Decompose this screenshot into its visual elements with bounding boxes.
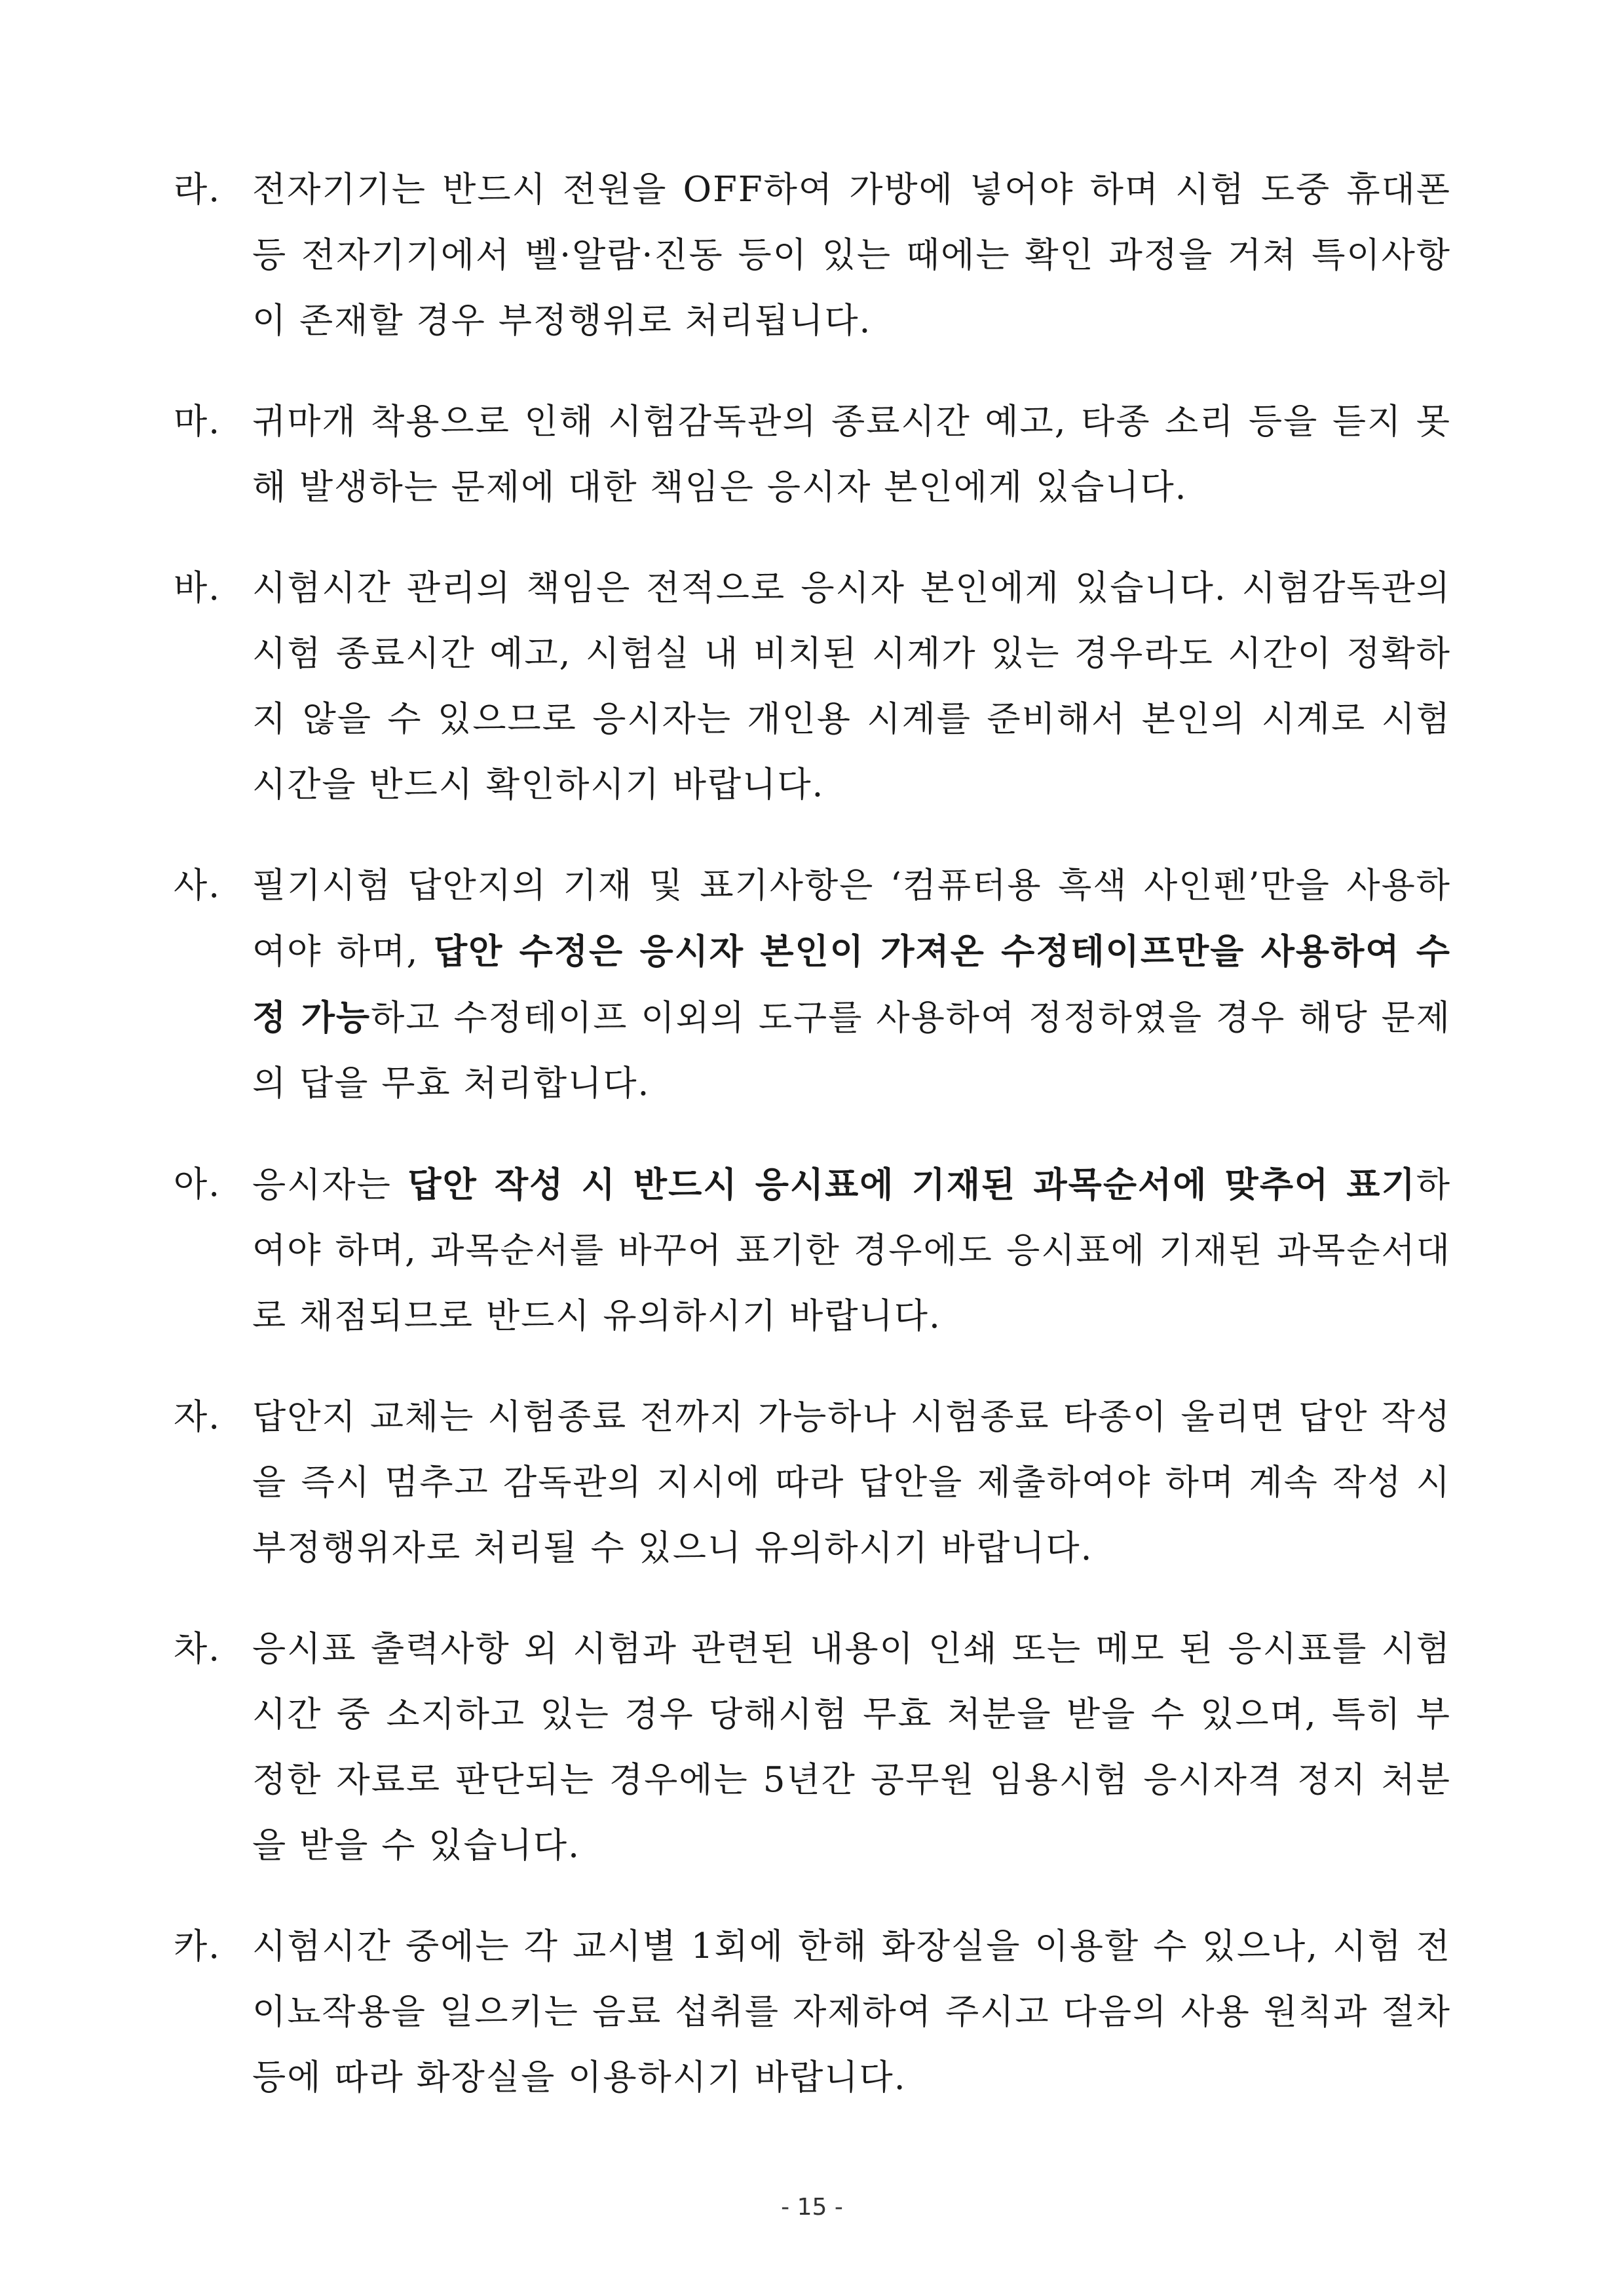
notice-item-cha <box>174 1617 1451 1879</box>
item-marker: 바. <box>174 568 221 608</box>
item-text: 응시표 출력사항 외 시험과 관련된 내용이 인쇄 또는 메모 된 응시표를 시험시간 중 소지하고 있는 경우 당해시험 무효 처분을 받을 수 있으며, 특히 부정한 자료로 판단되는 경우에는 5년간 공무원 임용시험 응시자격 정지 처분을 받을 수 있습니다. <box>252 1629 1451 1866</box>
notice-item-a <box>174 1152 1451 1349</box>
item-marker: 차. <box>174 1629 221 1669</box>
item-text: 귀마개 착용으로 인해 시험감독관의 종료시간 예고, 타종 소리 등을 듣지 못해 발생하는 문제에 대한 책임은 응시자 본인에게 있습니다. <box>252 402 1451 507</box>
notice-item-ba <box>174 556 1451 818</box>
notice-item-sa <box>174 853 1451 1117</box>
item-text: 시험시간 중에는 각 교시별 1회에 한해 화장실을 이용할 수 있으나, 시험 전 이뇨작용을 일으키는 음료 섭취를 자제하여 주시고 다음의 사용 원칙과 절차 등에 따라 화장실을 이용하시기 바랍니다. <box>252 1926 1451 2097</box>
item-marker: 카. <box>174 1926 221 1966</box>
page-number: - 15 - <box>781 2194 843 2221</box>
notice-item-ma <box>174 389 1451 520</box>
item-text: 응시자는 답안 작성 시 반드시 응시표에 기재된 과목순서에 맞추어 표기하여야 하며, 과목순서를 바꾸어 표기한 경우에도 응시표에 기재된 과목순서대로 채점되므로 반드시 유의하시기 바랍니다. <box>252 1164 1452 1336</box>
item-marker: 마. <box>174 402 221 442</box>
item-text: 답안지 교체는 시험종료 전까지 가능하나 시험종료 타종이 울리면 답안 작성을 즉시 멈추고 감독관의 지시에 따라 답안을 제출하여야 하며 계속 작성 시 부정행위자로 처리될 수 있으니 유의하시기 바랍니다. <box>252 1397 1451 1568</box>
document-body <box>174 157 1451 2111</box>
item-marker: 자. <box>174 1397 221 1437</box>
notice-item-ja <box>174 1385 1451 1581</box>
item-text: 시험시간 관리의 책임은 전적으로 응시자 본인에게 있습니다. 시험감독관의 시험 종료시간 예고, 시험실 내 비치된 시계가 있는 경우라도 시간이 정확하지 않을 수 있으므로 응시자는 개인용 시계를 준비해서 본인의 시계로 시험시간을 반드시 확인하시기 바랍니다. <box>252 568 1451 805</box>
item-text: 전자기기는 반드시 전원을 OFF하여 가방에 넣어야 하며 시험 도중 휴대폰 등 전자기기에서 벨·알람·진동 등이 있는 때에는 확인 과정을 거쳐 특이사항이 존재할 경우 부정행위로 처리됩니다. <box>252 170 1451 341</box>
item-marker: 라. <box>174 170 221 210</box>
notice-item-ra <box>174 157 1451 354</box>
item-marker: 아. <box>174 1164 221 1204</box>
item-marker: 사. <box>174 866 221 906</box>
emphasis-text: 답안 작성 시 반드시 응시표에 기재된 과목순서에 맞추어 표기 <box>407 1164 1416 1205</box>
item-text: 필기시험 답안지의 기재 및 표기사항은 ‘컴퓨터용 흑색 사인펜’만을 사용하여야 하며, 답안 수정은 응시자 본인이 가져온 수정테이프만을 사용하여 수정 가능하고 수정테이프 이외의 도구를 사용하여 정정하였을 경우 해당 문제의 답을 무효 처리합니다. <box>252 866 1452 1103</box>
notice-item-ka <box>174 1914 1451 2111</box>
emphasis-text: 답안 수정은 응시자 본인이 가져온 수정테이프만을 사용하여 수정 가능 <box>252 931 1451 1038</box>
